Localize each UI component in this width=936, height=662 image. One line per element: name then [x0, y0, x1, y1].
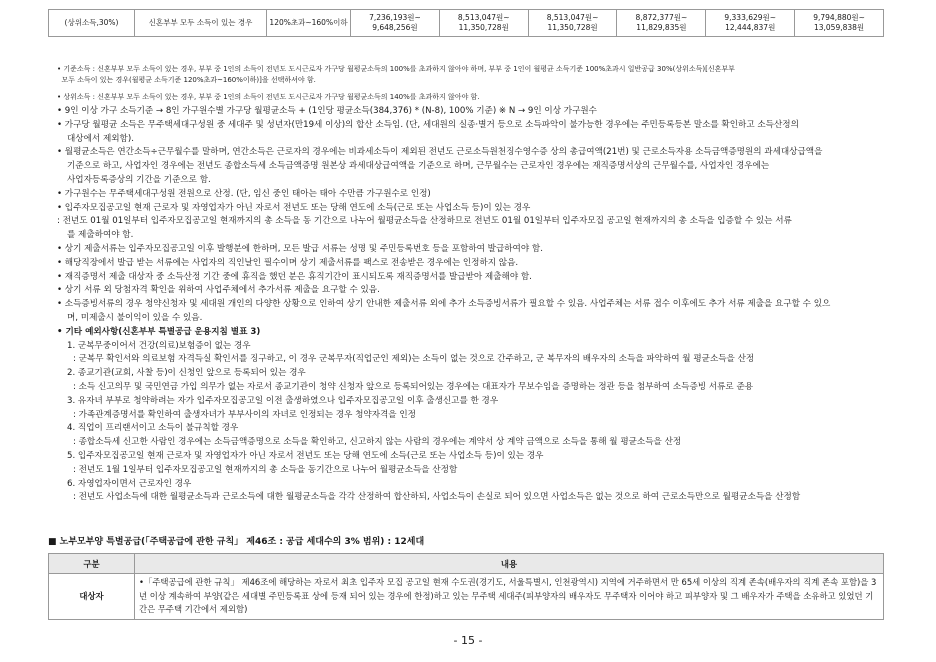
- note-line: : 전년도 사업소득에 대한 월평균소득과 근로소득에 대한 월평균소득을 각각 산정하여 합산하되, 사업소득이 손실로 되어 있으면 사업소득은 없는 것으로 하여 근로소득만으로 월평균소득을 산정함: [73, 492, 801, 503]
- note-line: • 소득증빙서류의 경우 청약신청자 및 세대원 개인의 다양한 상황으로 인하여 상기 안내한 제출서류 외에 추가 소득증빙서류가 필요할 수 있음. 사업주체는 서류 접수 이후에도 추가 서류 제출을 요구할 수 있으: [57, 299, 831, 310]
- table-cell: (상위소득,30%): [49, 10, 135, 37]
- column-header: 내용: [135, 554, 884, 574]
- table-cell: 신혼부부 모두 소득이 있는 경우: [135, 10, 267, 37]
- note-line: 2. 종교기관(교회, 사찰 등)이 신청인 앞으로 등록되어 있는 경우: [67, 368, 306, 379]
- note-line: • 입주자모집공고일 현재 근로자 및 자영업자가 아닌 자로서 전년도 또는 당해 연도에 소득(근로 또는 사업소득 등)이 있는 경우: [57, 202, 531, 213]
- note-line: 3. 유자녀 부부로 청약하려는 자가 입주자모집공고일 이전 출생하였으나 입주자모집공고일 이후 출생신고를 한 경우: [67, 395, 499, 406]
- row-content: •「주택공급에 관한 규칙」 제46조에 해당하는 자로서 최초 입주자 모집 공고일 현재 수도권(경기도, 서울특별시, 인천광역시) 지역에 거주하면서 만 65세 이상의 직계 존속(배우자의 직계 존속 포함)을 3년 이상 계속하여 부양(같은 세대별 주민등록표 상에 등재 되어 있는 경우에 한정)하고 있는 무주택 세대주(피부양자의 배우자도 무주택자 이어야 하고 피부양자 및 그 배우자가 주택을 소유하고 있었던 기간은 무주택 기간에서 제외함): [135, 574, 884, 620]
- note-line: • 가구당 월평균 소득은 무주택세대구성원 중 세대주 및 성년자(만19세 이상)의 합산 소득임. (단, 세대원의 실종·별거 등으로 소득파악이 불가능한 경우에는 주민등록등본 말소를 확인하고 소득산정의: [57, 119, 799, 130]
- table-cell: 8,513,047원~ 11,350,728원: [528, 10, 617, 37]
- note-line: : 소득 신고의무 및 국민연금 가입 의무가 없는 자로서 종교기관이 청약 신청자 앞으로 등록되어있는 경우에는 대표자가 무보수임을 증명하는 정관 등을 첨부하여 소득증빙 서류로 준용: [73, 381, 754, 392]
- note-line: 6. 자영업자이면서 근로자인 경우: [67, 478, 192, 489]
- table-cell: 9,794,880원~ 13,059,838원: [795, 10, 884, 37]
- table-row: [49, 574, 884, 620]
- table-row: [49, 10, 884, 37]
- note-line: : 전년도 1월 1일부터 입주자모집공고일 현재까지의 총 소득을 동기간으로 나누어 월평균소득을 산정함: [73, 464, 458, 475]
- table-note: • 상위소득 : 신혼부부 모두 소득이 있는 경우, 부부 중 1인의 소득이 전년도 도시근로자 가구당 월평균소득의 140%를 초과하지 않아야 함.: [57, 93, 480, 101]
- section-title: ■ 노부모부양 특별공급(「주택공급에 관한 규칙」 제46조 : 공급 세대수의 3% 범위) : 12세대: [48, 537, 425, 547]
- table-cell: 7,236,193원~ 9,648,256원: [351, 10, 440, 37]
- note-line: 1. 군복무중이어서 건강(의료)보험증이 없는 경우: [67, 340, 251, 351]
- page-number: - 15 -: [453, 634, 483, 647]
- note-line: • 기타 예외사항(신혼부부 특별공급 운용지침 별표 3): [57, 326, 261, 337]
- note-line: 대상에서 제외함).: [67, 133, 134, 144]
- table-header-row: [49, 554, 884, 574]
- table-cell: 9,333,629원~ 12,444,837원: [706, 10, 795, 37]
- note-line: : 군복무 확인서와 의료보험 자격득실 확인서를 징구하고, 이 경우 군복무자(직업군인 제외)는 소득이 없는 것으로 간주하고, 군 복무자의 배우자의 소득을 파악하여 월 평균소득을 산정: [73, 354, 755, 365]
- table-cell: 8,513,047원~ 11,350,728원: [439, 10, 528, 37]
- note-line: • 재직증명서 제출 대상자 중 소득산정 기간 중에 휴직을 했던 분은 휴직기간이 표시되도록 재직증명서를 발급받아 제출해야 함.: [57, 271, 532, 282]
- note-line: : 종합소득세 신고한 사람인 경우에는 소득금액증명으로 소득을 확인하고, 신고하지 않는 사람의 경우에는 계약서 상 계약 금액으로 소득을 통해 월 평균소득을 산정: [73, 437, 682, 448]
- note-line: • 9인 이상 가구 소득기준 → 8인 가구원수별 가구당 월평균소득 + (1인당 평균소득(384,376) * (N-8), 100% 기준) ※ N → 9인 이상 가구원수: [57, 106, 597, 116]
- note-line: • 상기 서류 외 당첨자격 확인을 위하여 사업주체에서 추가서류 제출을 요구할 수 있음.: [57, 285, 380, 296]
- row-key: 대상자: [49, 574, 135, 620]
- note-line: : 가족관계증명서를 확인하여 출생자녀가 부부사이의 자녀로 인정되는 경우 청약자격을 인정: [73, 409, 416, 420]
- eligibility-notes: [57, 105, 883, 505]
- note-line: • 해당직장에서 발급 받는 서류에는 사업자의 직인날인 필수이며 상기 제출서류를 팩스로 전송받은 경우에는 인정하지 않음.: [57, 257, 519, 268]
- note-line: 4. 직업이 프리랜서이고 소득이 불규칙할 경우: [67, 423, 239, 434]
- note-line: 5. 입주자모집공고일 현재 근로자 및 자영업자가 아닌 자로서 전년도 또는 당해 연도에 소득(근로 또는 사업소득 등)이 있는 경우: [67, 450, 544, 461]
- note-line: 기준으로 하고, 사업자인 경우에는 전년도 종합소득세 소득금액증명 원본상 과세대상급여액을 기준으로 하며, 근무월수는 근로자인 경우에는 재직증명서상의 근무월수를, 사업자인 경우에는: [67, 161, 770, 172]
- note-line: 며, 미제출시 불이익이 있을 수 있음.: [67, 312, 203, 323]
- elderly-support-table: [48, 553, 884, 620]
- note-line: 사업자등록증상의 기간을 기준으로 함.: [67, 174, 211, 185]
- note-line: 를 제출하여야 함.: [67, 230, 134, 241]
- note-line: • 상기 제출서류는 입주자모집공고일 이후 발행분에 한하며, 모든 발급 서류는 성명 및 주민등록번호 등을 포함하여 발급하여야 함.: [57, 243, 543, 254]
- income-table: [48, 9, 884, 37]
- column-header: 구분: [49, 554, 135, 574]
- note-line: • 가구원수는 무주택세대구성원 전원으로 산정. (단, 임신 중인 태아는 태아 수만큼 가구원수로 인정): [57, 188, 431, 199]
- table-note: 모두 소득이 있는 경우(월평균 소득기준 120%초과~160%이하)]을 선택하셔야 함.: [57, 76, 316, 84]
- note-line: : 전년도 01월 01일부터 입주자모집공고일 현재까지의 총 소득을 동 기간으로 나누어 월평균소득을 산정하므로 전년도 01월 01일부터 입주자모집 공고일 현재까지의 총 소득을 입증할 수 있는 서류: [57, 216, 792, 227]
- table-note: • 기준소득 : 신혼부부 모두 소득이 있는 경우, 부부 중 1인의 소득이 전년도 도시근로자 가구당 월평균소득의 100%를 초과하지 않아야 하며, 부부 중 1인이 월평균 소득기준 100%초과시 일반공급 30%(상위소득)[신혼부부: [57, 65, 735, 73]
- table-cell: 8,872,377원~ 11,829,835원: [617, 10, 706, 37]
- table-cell: 120%초과~160%이하: [267, 10, 351, 37]
- note-line: • 월평균소득은 연간소득÷근무월수를 말하며, 연간소득은 근로자의 경우에는 비과세소득이 제외된 전년도 근로소득원천징수영수증 상의 총급여액(21번) 및 근로소득자용 소득금액증명원의 과세대상급액을: [57, 147, 823, 158]
